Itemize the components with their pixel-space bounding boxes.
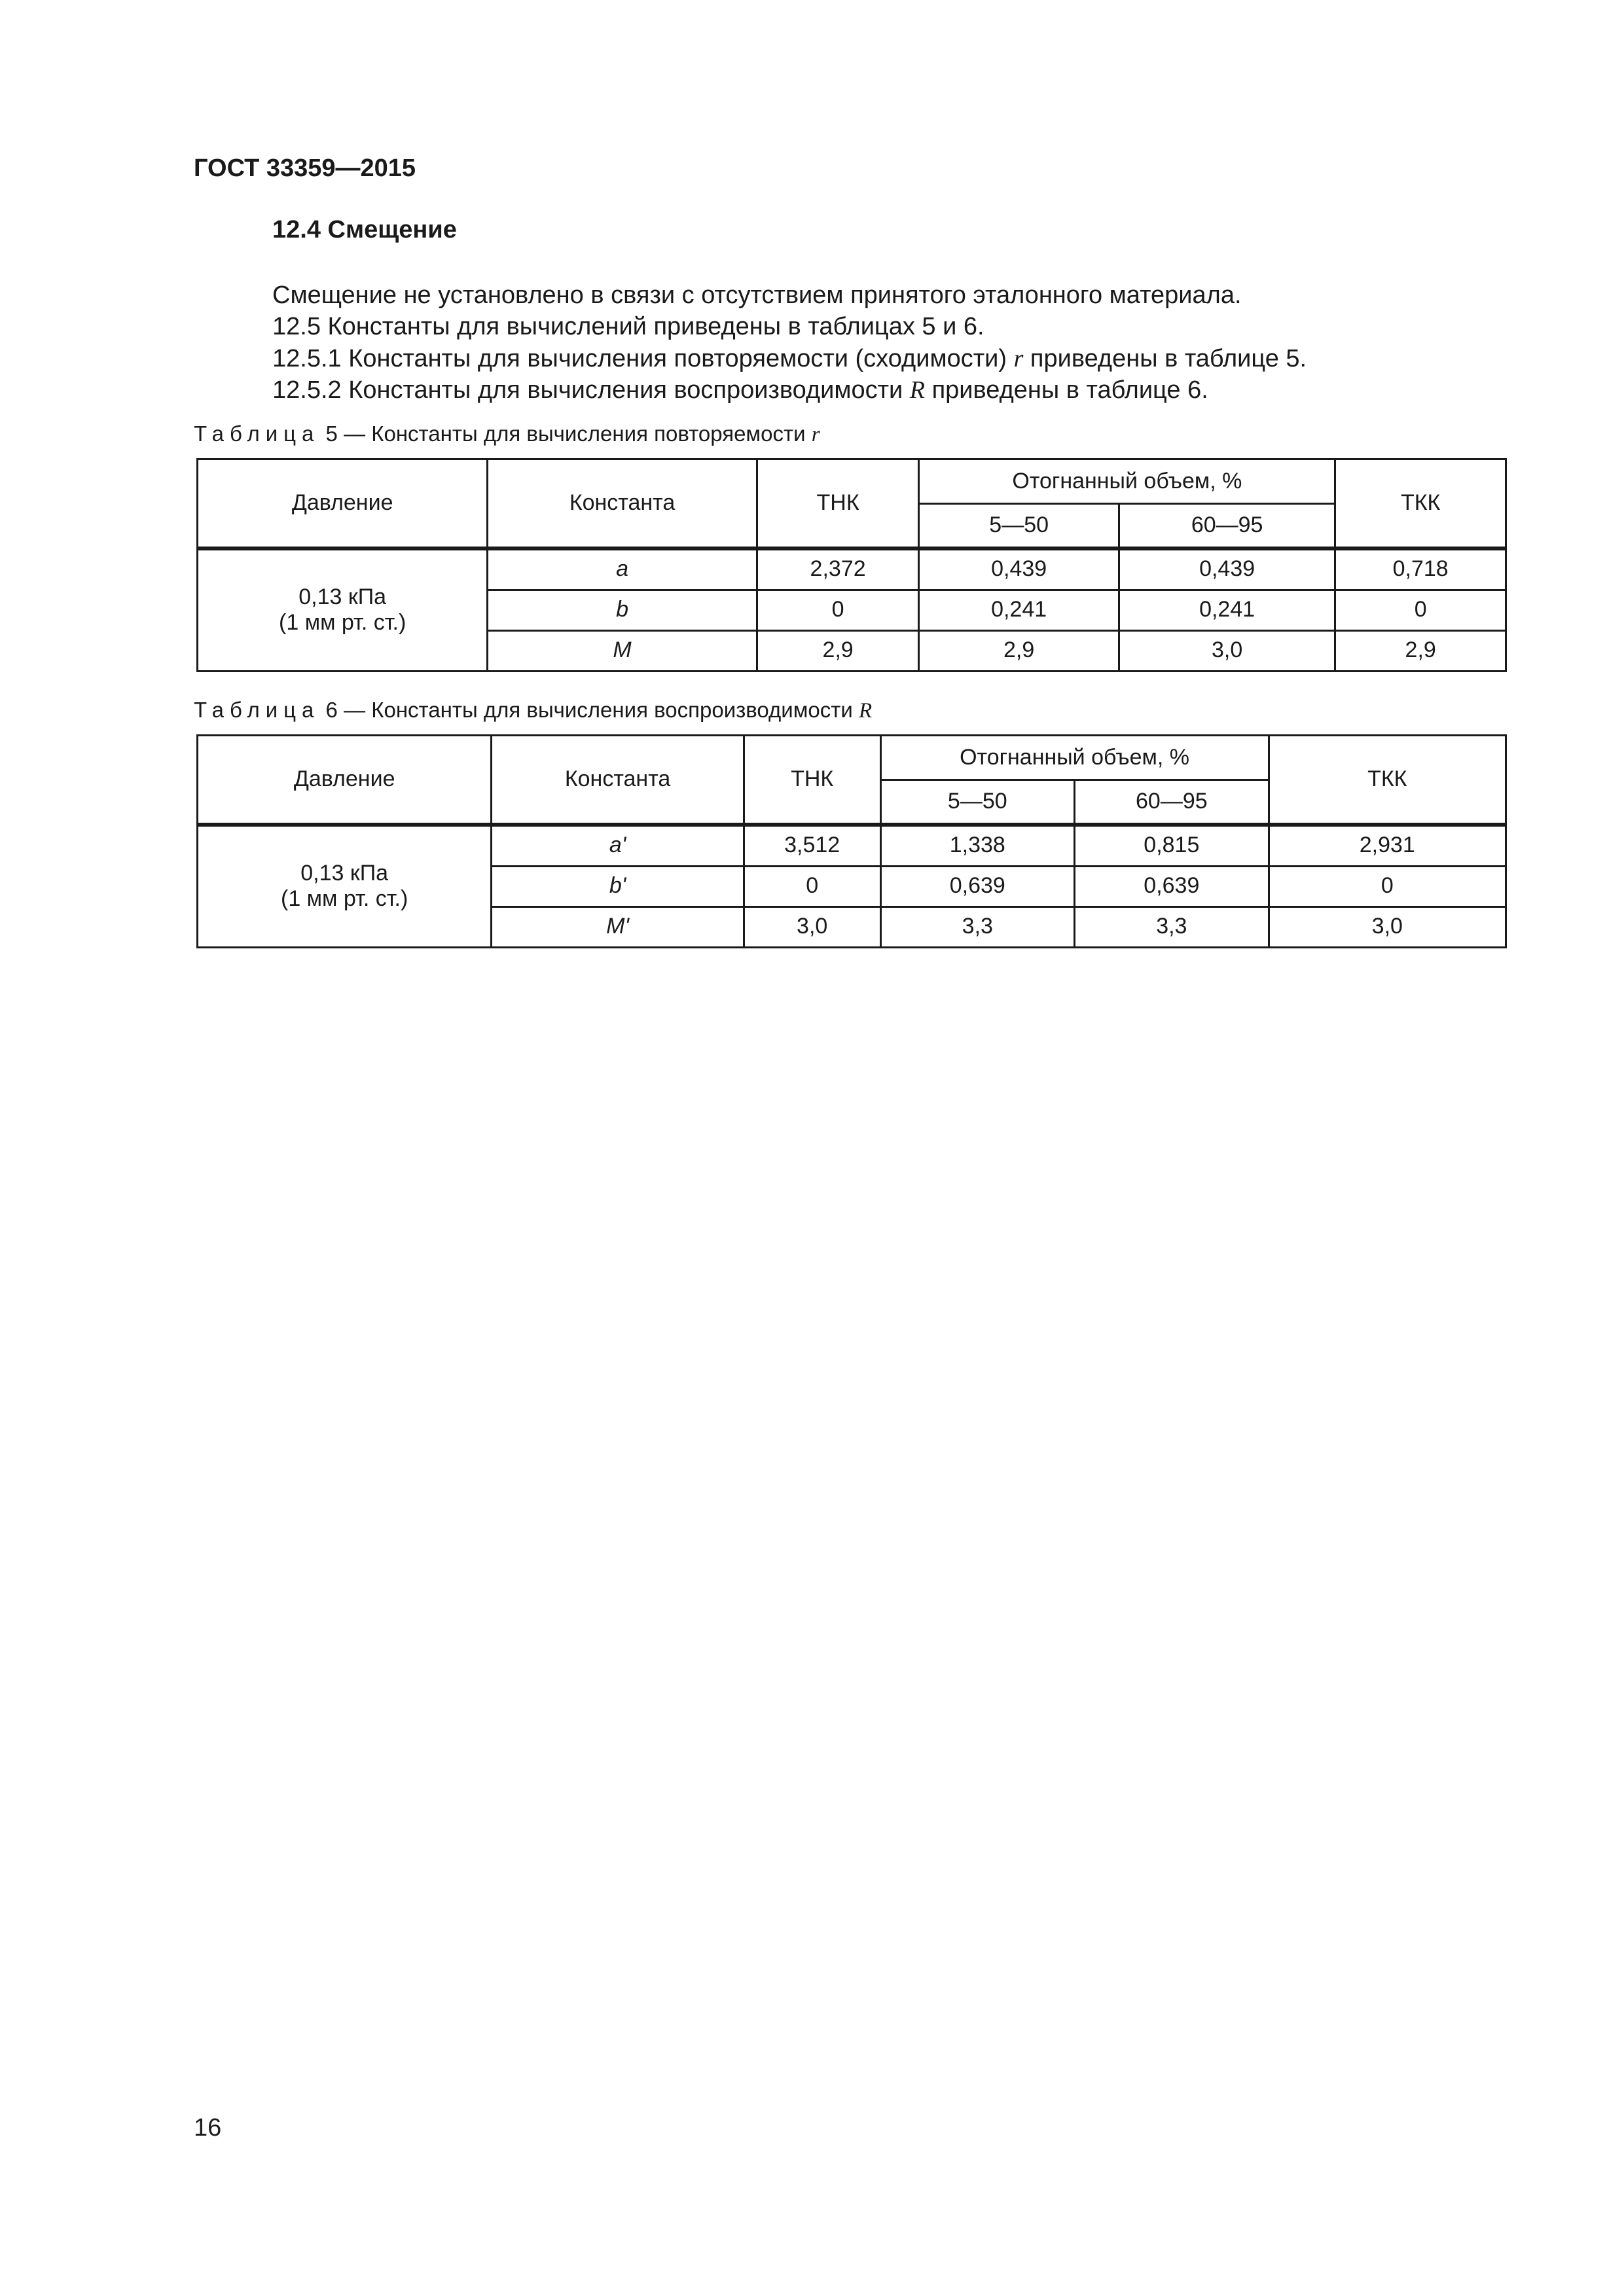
pressure-line: 0,13 кПа: [298, 584, 387, 609]
cell-constant: a: [488, 548, 757, 590]
section-title: 12.4 Смещение: [272, 216, 457, 243]
caption-variable: r: [811, 423, 820, 446]
page-number: 16: [194, 2114, 222, 2142]
paragraph-text: 12.5.2 Константы для вычисления воспроизводимости: [272, 376, 910, 404]
header-constant: Константа: [492, 736, 744, 825]
table5: [196, 458, 1507, 672]
caption-variable: R: [859, 699, 873, 723]
pressure-line: (1 мм рт. ст.): [281, 886, 408, 911]
paragraph-repeatability: [272, 344, 1307, 373]
cell-range2: 0,815: [1075, 825, 1269, 867]
cell-thk: 3,512: [744, 825, 880, 867]
cell-range2: 0,639: [1075, 866, 1269, 906]
header-thk: ТНК: [744, 736, 880, 825]
header-constant: Константа: [488, 459, 757, 548]
cell-thk: 2,372: [757, 548, 919, 590]
cell-constant: b: [488, 590, 757, 630]
caption-word: Таблица: [194, 422, 320, 446]
paragraph-text: 12.5.1 Константы для вычисления повторяемости (сходимости): [272, 345, 1014, 372]
paragraph-constants: 12.5 Константы для вычислений приведены в таблицах 5 и 6.: [272, 313, 984, 340]
header-range-60-95: 60—95: [1075, 780, 1269, 825]
cell-range1: 0,439: [919, 548, 1119, 590]
cell-range1: 1,338: [880, 825, 1075, 867]
header-distilled: Отогнанный объем, %: [919, 459, 1335, 504]
paragraph-bias: Смещение не установлено в связи с отсутствием принятого эталонного материала.: [272, 281, 1242, 309]
table6-caption: [194, 698, 872, 723]
pressure-line: 0,13 кПа: [300, 860, 389, 886]
header-pressure: Давление: [198, 736, 492, 825]
cell-range2: 3,0: [1119, 630, 1335, 671]
cell-range2: 0,439: [1119, 548, 1335, 590]
paragraph-text: приведены в таблице 6.: [925, 376, 1208, 404]
cell-range2: 0,241: [1119, 590, 1335, 630]
cell-range1: 2,9: [919, 630, 1119, 671]
header-thk: ТНК: [757, 459, 919, 548]
header-pressure: Давление: [198, 459, 488, 548]
cell-range2: 3,3: [1075, 906, 1269, 947]
caption-word: Таблица: [194, 698, 320, 722]
header-range-5-50: 5—50: [919, 504, 1119, 548]
cell-thk: 0: [744, 866, 880, 906]
cell-thk: 3,0: [744, 906, 880, 947]
cell-constant: b': [492, 866, 744, 906]
cell-range1: 0,639: [880, 866, 1075, 906]
cell-constant: M': [492, 906, 744, 947]
table-row: [198, 548, 1506, 590]
cell-range1: 3,3: [880, 906, 1075, 947]
header-tkk: ТКК: [1269, 736, 1506, 825]
caption-text: 6 — Константы для вычисления воспроизводимости: [319, 698, 859, 722]
variable-r: r: [1013, 345, 1024, 372]
cell-pressure: [198, 548, 488, 672]
document-code: ГОСТ 33359—2015: [194, 154, 416, 182]
paragraph-reproducibility: [272, 376, 1208, 404]
cell-tkk: 2,9: [1335, 630, 1506, 671]
pressure-line: (1 мм рт. ст.): [279, 610, 406, 635]
variable-R: R: [909, 376, 926, 404]
table5-caption: [194, 422, 820, 447]
cell-constant: a': [492, 825, 744, 867]
cell-thk: 2,9: [757, 630, 919, 671]
cell-range1: 0,241: [919, 590, 1119, 630]
table6: [196, 734, 1507, 948]
cell-pressure: [198, 825, 492, 948]
cell-thk: 0: [757, 590, 919, 630]
paragraph-text: приведены в таблице 5.: [1023, 345, 1307, 372]
cell-tkk: 0: [1269, 866, 1506, 906]
header-range-60-95: 60—95: [1119, 504, 1335, 548]
table-row: [198, 825, 1506, 867]
header-range-5-50: 5—50: [880, 780, 1075, 825]
cell-tkk: 2,931: [1269, 825, 1506, 867]
caption-text: 5 — Константы для вычисления повторяемости: [319, 422, 812, 446]
cell-tkk: 0,718: [1335, 548, 1506, 590]
cell-tkk: 3,0: [1269, 906, 1506, 947]
cell-tkk: 0: [1335, 590, 1506, 630]
header-tkk: ТКК: [1335, 459, 1506, 548]
header-distilled: Отогнанный объем, %: [880, 736, 1269, 780]
cell-constant: M: [488, 630, 757, 671]
